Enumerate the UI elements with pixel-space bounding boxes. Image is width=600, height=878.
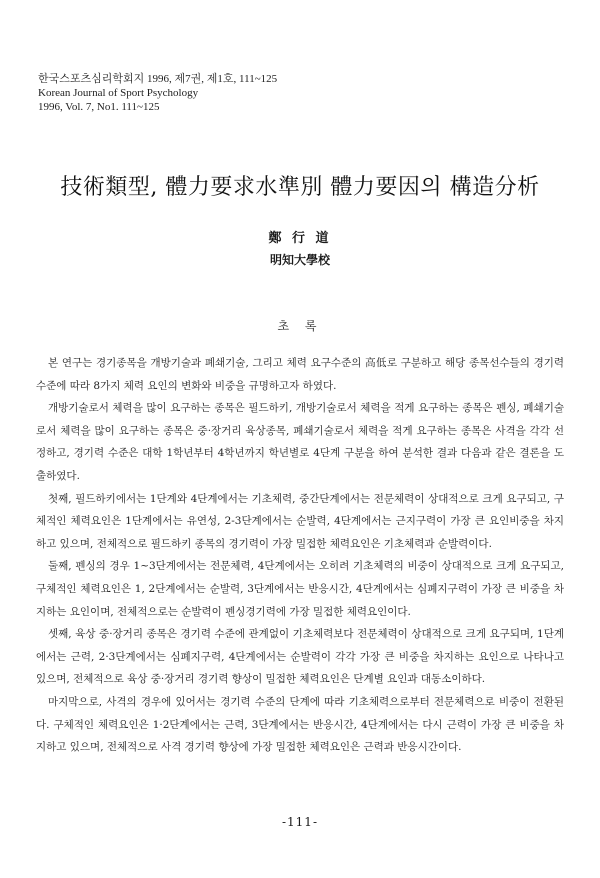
abstract-paragraph: 마지막으로, 사격의 경우에 있어서는 경기력 수준의 단계에 따라 기초체력으로부터 전문체력으로 비중이 전환된다. 구체적인 체력요인은 1·2단계에서는 근력, 3단계에서는 반응시간, 4단계에서는 다시 근력이 가장 큰 비중을 차지하고 있으며, 전체적으로 사격 경기력 향상에 가장 밀접한 체력요인은 근력과 반응시간이다. <box>36 695 564 754</box>
journal-citation-header <box>38 72 277 114</box>
abstract-paragraph: 셋째, 육상 중·장거리 종목은 경기력 수준에 관계없이 기초체력보다 전문체력이 상대적으로 크게 요구되며, 1단계에서는 근력, 2·3단계에서는 심폐지구력, 4단계에서는 순발력이 각각 가장 큰 비중을 차지하는 요인으로 나타나고 있으며, 전체적으로 육상 중·장거리 경기력 향상이 밀접한 체력요인은 단계별 요인과 대동소이하다. <box>36 628 564 686</box>
citation-korean: 한국스포츠심리학회지 1996, 제7권, 제1호, 111~125 <box>38 73 278 85</box>
abstract-paragraph: 개방기술로서 체력을 많이 요구하는 종목은 필드하키, 개방기술로서 체력을 적게 요구하는 종목은 펜싱, 폐쇄기술로서 체력을 많이 요구하는 종목은 중·장거리 육상종목, 폐쇄기술로서 체력을 적게 요구하는 종목은 사격을 각각 선정하고, 경기력 수준은 대학 1학년부터 4학년까지 학년별로 4단계 구분을 하여 분석한 결과 다음과 같은 결론을 도출하였다. <box>36 402 564 482</box>
abstract-paragraph: 둘째, 펜싱의 경우 1~3단계에서는 전문체력, 4단계에서는 오히려 기초체력의 비중이 상대적으로 크게 요구되고, 구체적인 체력요인은 1, 2단계에서는 순발력, 3단계에서는 반응시간, 4단계에서는 심폐지구력이 가장 큰 비중을 차지하는 요인이며, 전체적으로는 순발력이 펜싱경기력에 가장 밀접한 체력요인이다. <box>36 560 564 618</box>
citation-volume: 1996, Vol. 7, No1. 111~125 <box>38 101 160 113</box>
citation-english-journal: Korean Journal of Sport Psychology <box>38 87 199 99</box>
abstract-heading: 초 록 <box>277 319 323 333</box>
abstract-paragraph: 본 연구는 경기종목을 개방기술과 폐쇄기술, 그리고 체력 요구수준의 高低로 구분하고 해당 종목선수들의 경기력 수준에 따라 8가지 체력 요인의 변화와 비중을 규명하고자 하였다. <box>36 357 564 392</box>
paper-title: 技術類型, 體力要求水準別 體力要因의 構造分析 <box>60 175 540 200</box>
page-number: -111- <box>281 815 318 829</box>
author-name: 鄭 行 道 <box>268 231 332 246</box>
author-affiliation: 明知大學校 <box>269 253 330 267</box>
abstract-paragraph: 첫째, 필드하키에서는 1단계와 4단계에서는 기초체력, 중간단계에서는 전문체력이 상대적으로 크게 요구되고, 구체적인 체력요인은 1단계에서는 유연성, 2-3단계에서는 순발력, 4단계에서는 근지구력이 가장 큰 요인비중을 차지하고 있으며, 전체적으로 필드하키 종목의 경기력이 가장 밀접한 체력요인은 기초체력과 순발력이다. <box>36 492 564 550</box>
abstract-body <box>36 352 564 759</box>
